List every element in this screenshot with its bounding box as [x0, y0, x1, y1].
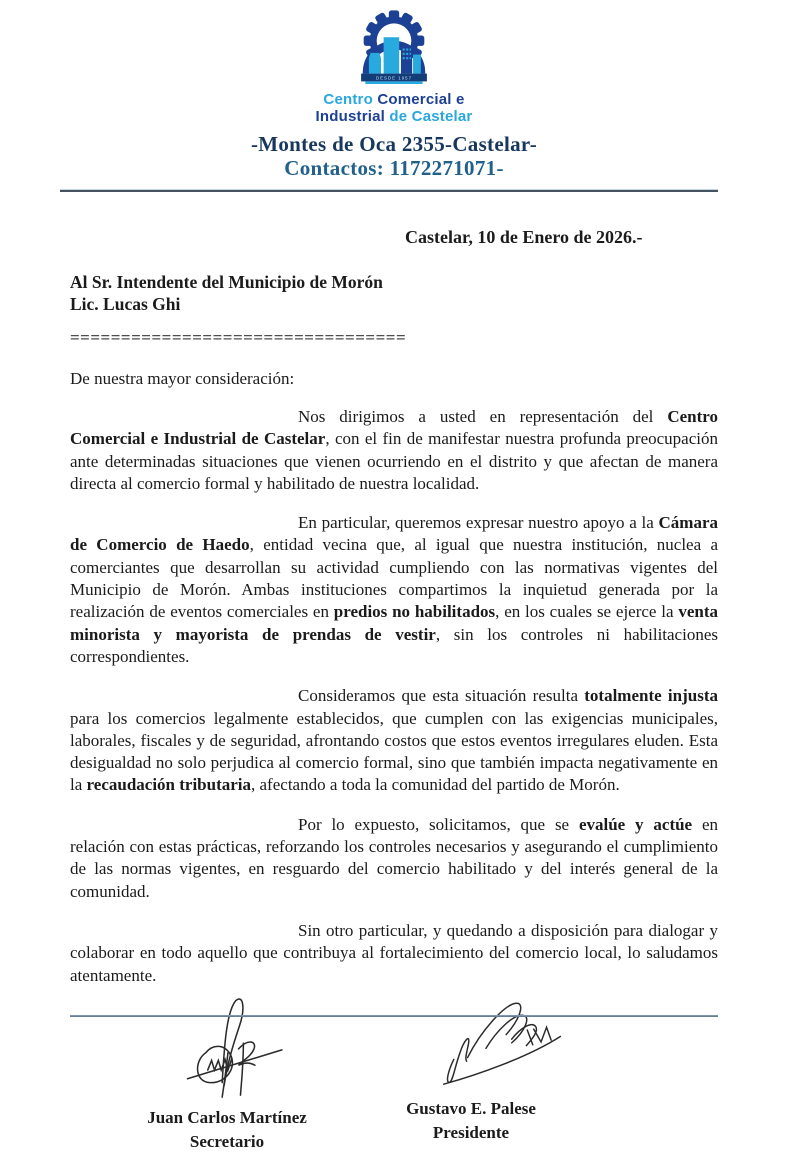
president-title: Presidente	[432, 1122, 510, 1142]
header-divider-rule	[60, 189, 718, 192]
letter-date: Castelar, 10 de Enero de 2026.-	[405, 227, 643, 247]
org-name-industrial: Industrial	[315, 108, 386, 125]
equals-divider: =================================	[70, 328, 407, 347]
letter-body	[70, 406, 718, 987]
org-name-centro: Centro	[323, 91, 373, 108]
secretary-name: Juan Carlos Martínez	[147, 1107, 307, 1127]
recipient-line1: Al Sr. Intendente del Municipio de Morón	[70, 272, 383, 292]
secretary-signature-icon	[184, 993, 296, 1099]
letter-paragraph: Nos dirigimos a usted en representación del Centro Comercial e Industrial de Castelar, con el fin de manifestar nuestra profunda preocupación ante determinadas situaciones que vienen ocurriendo en el distrito y que afectan de manera directa al comercio formal y habilitado de nuestra localidad.	[70, 407, 718, 493]
organization-name	[0, 91, 788, 125]
org-name-de-castelar: de Castelar	[385, 108, 473, 125]
organization-logo	[0, 0, 788, 125]
president-signature-icon	[440, 993, 564, 1090]
salutation: De nuestra mayor consideración:	[70, 369, 295, 388]
organization-name-line1	[0, 91, 788, 108]
org-name-comercial: Comercial e	[372, 91, 465, 108]
logo-since-text: DESDE 1957	[375, 75, 413, 81]
letter-paragraph: Por lo expuesto, solicitamos, que se evalúe y actúe en relación con estas prácticas, reforzando los controles necesarios y asegurando el cumplimiento de las normas vigentes, en resguardo del comercio habilitado y del interés general de la comunidad.	[70, 814, 718, 901]
header-address: -Montes de Oca 2355-Castelar-	[250, 132, 538, 156]
header-contact: Contactos: 1172271071-	[284, 156, 504, 180]
president-name: Gustavo E. Palese	[406, 1098, 536, 1118]
letter-content	[0, 227, 788, 987]
letter-paragraph: Sin otro particular, y quedando a disposición para dialogar y colaborar en todo aquello que contribuya al fortalecimiento del comercio local, lo saludamos atentamente.	[70, 920, 718, 985]
letter-paragraph: Consideramos que esta situación resulta totalmente injusta para los comercios legalmente establecidos, que cumplen con las exigencias municipales, laborales, fiscales y de seguridad, afrontando costos que estos eventos irregulares eluden. Esta desigualdad no solo perjudica al comercio formal, sino que también impacta negativamente en la recaudación tributaria, afectando a toda la comunidad del partido de Morón.	[70, 686, 718, 795]
letter-paragraph: En particular, queremos expresar nuestro apoyo a la Cámara de Comercio de Haedo, entidad vecina que, al igual que nuestra institución, nuclea a comerciantes que desarrollan su actividad cumpliendo con las normativas vigentes del Municipio de Morón. Ambas instituciones compartimos la inquietud generada por la realización de eventos comerciales en predios no habilitados, en los cuales se ejerce la venta minorista y mayorista de prendas de vestir, sin los controles ni habilitaciones correspondientes.	[70, 513, 718, 666]
page-bottom-rule	[70, 1015, 718, 1017]
recipient-block	[70, 271, 718, 315]
organization-name-line2	[0, 108, 788, 125]
gear-buildings-logo-icon	[342, 13, 446, 84]
secretary-title: Secretario	[189, 1131, 265, 1151]
recipient-line2: Lic. Lucas Ghi	[70, 294, 181, 314]
